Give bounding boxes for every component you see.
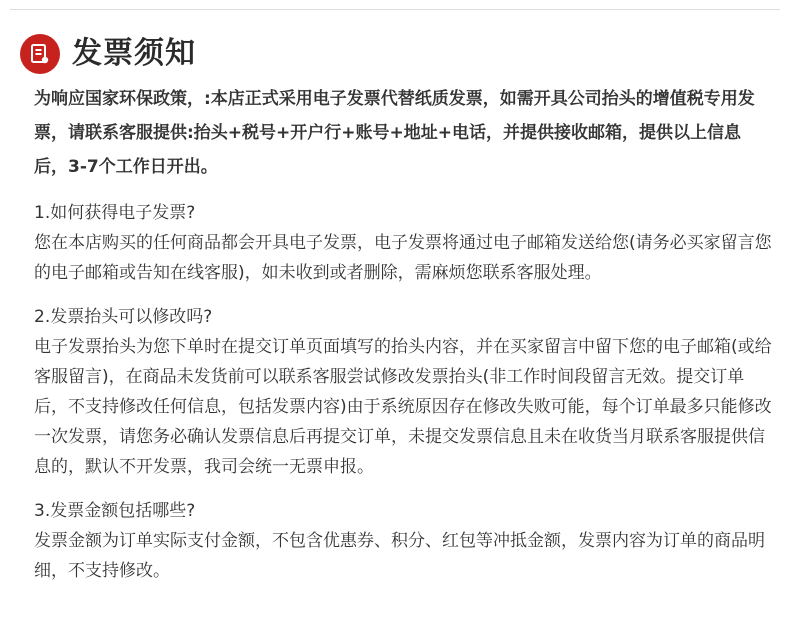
faq-item: [34, 496, 774, 586]
page-title: 发票须知: [72, 36, 196, 71]
top-divider: [10, 9, 780, 10]
notice-content: [34, 82, 774, 586]
faq-answer: 您在本店购买的任何商品都会开具电子发票，电子发票将通过电子邮箱发送给您(请务必买家留言您的电子邮箱或告知在线客服)，如未收到或者删除，需麻烦您联系客服处理。: [34, 233, 772, 283]
faq-question: 3.发票金额包括哪些?: [34, 501, 196, 521]
faq-question: 2.发票抬头可以修改吗?: [34, 307, 213, 327]
page-header: [20, 34, 196, 74]
faq-item: [34, 302, 774, 482]
faq-answer: 电子发票抬头为您下单时在提交订单页面填写的抬头内容，并在买家留言中留下您的电子邮箱(或给客服留言)，在商品未发货前可以联系客服尝试修改发票抬头(非工作时间段留言无效。提交订单后，不支持修改任何信息，包括发票内容)由于系统原因存在修改失败可能，每个订单最多只能修改一次发票，请您务必确认发票信息后再提交订单，未提交发票信息且未在收货当月联系客服提供信息的，默认不开发票，我司会统一无票申报。: [34, 337, 772, 477]
invoice-document-icon: [20, 34, 60, 74]
intro-paragraph: 为响应国家环保政策，:本店正式采用电子发票代替纸质发票，如需开具公司抬头的增值税专用发票，请联系客服提供:抬头+税号+开户行+账号+地址+电话，并提供接收邮箱，提供以上信息后，3-7个工作日开出。: [34, 89, 755, 177]
faq-question: 1.如何获得电子发票?: [34, 203, 196, 223]
faq-item: [34, 198, 774, 288]
faq-answer: 发票金额为订单实际支付金额，不包含优惠券、积分、红包等冲抵金额，发票内容为订单的商品明细，不支持修改。: [34, 531, 765, 581]
